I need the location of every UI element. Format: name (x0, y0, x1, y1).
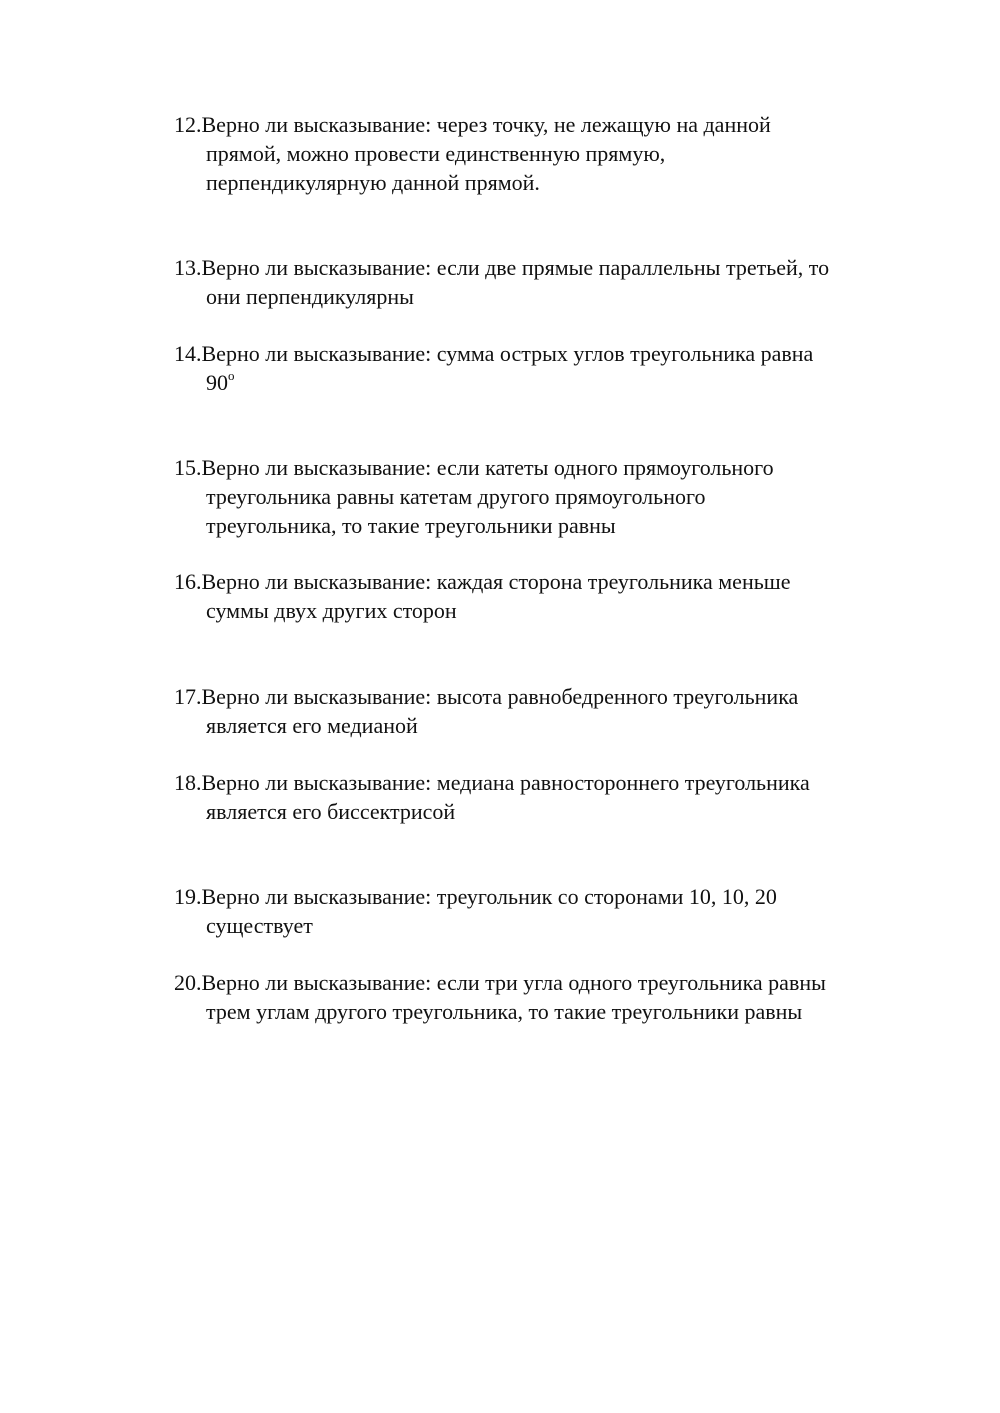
question-19 (174, 882, 894, 940)
question-number: 13. (174, 255, 202, 280)
question-12 (174, 110, 894, 197)
question-text: существует (206, 913, 313, 938)
question-number: 14. (174, 341, 202, 366)
question-text: треугольника равны катетам другого прямоугольного (206, 484, 706, 509)
question-first-line (174, 968, 894, 997)
question-number: 18. (174, 770, 202, 795)
question-text: Верно ли высказывание: каждая сторона треугольника меньше (201, 569, 791, 594)
question-text: трем углам другого треугольника, то такие треугольники равны (206, 999, 803, 1024)
question-first-line (174, 882, 894, 911)
question-first-line (174, 768, 894, 797)
question-first-line (174, 567, 894, 596)
question-first-line (174, 253, 894, 282)
question-first-line (174, 110, 894, 139)
question-text: Верно ли высказывание: высота равнобедренного треугольника (201, 684, 799, 709)
question-14 (174, 339, 894, 397)
question-number: 16. (174, 569, 202, 594)
question-text: Верно ли высказывание: если катеты одного прямоугольного (201, 455, 774, 480)
question-text: перпендикулярную данной прямой. (206, 170, 540, 195)
question-18 (174, 768, 894, 826)
question-text-line (174, 368, 894, 397)
question-text: Верно ли высказывание: медиана равностороннего треугольника (201, 770, 810, 795)
question-text: Верно ли высказывание: если три угла одного треугольника равны (201, 970, 826, 995)
question-17 (174, 682, 894, 740)
question-text: является его биссектрисой (206, 799, 456, 824)
question-number: 12. (174, 112, 202, 137)
question-number: 19. (174, 884, 202, 909)
question-15 (174, 453, 894, 540)
question-text: суммы двух других сторон (206, 598, 457, 623)
question-first-line (174, 682, 894, 711)
question-13 (174, 253, 894, 311)
question-first-line (174, 453, 894, 482)
degree-superscript: o (228, 367, 235, 383)
question-text: Верно ли высказывание: через точку, не лежащую на данной (201, 112, 771, 137)
question-number: 17. (174, 684, 202, 709)
degree-value: 90 (206, 370, 228, 395)
question-20 (174, 968, 894, 1026)
question-number: 20. (174, 970, 202, 995)
question-16 (174, 567, 894, 625)
question-text: Верно ли высказывание: треугольник со сторонами 10, 10, 20 (201, 884, 777, 909)
question-text: треугольника, то такие треугольники равны (206, 513, 616, 538)
question-text: является его медианой (206, 713, 418, 738)
question-first-line (174, 339, 894, 368)
question-text: Верно ли высказывание: сумма острых углов треугольника равна (201, 341, 814, 366)
question-text: они перпендикулярны (206, 284, 414, 309)
question-text: прямой, можно провести единственную прямую, (206, 141, 666, 166)
question-text: Верно ли высказывание: если две прямые параллельны третьей, то (201, 255, 830, 280)
question-number: 15. (174, 455, 202, 480)
